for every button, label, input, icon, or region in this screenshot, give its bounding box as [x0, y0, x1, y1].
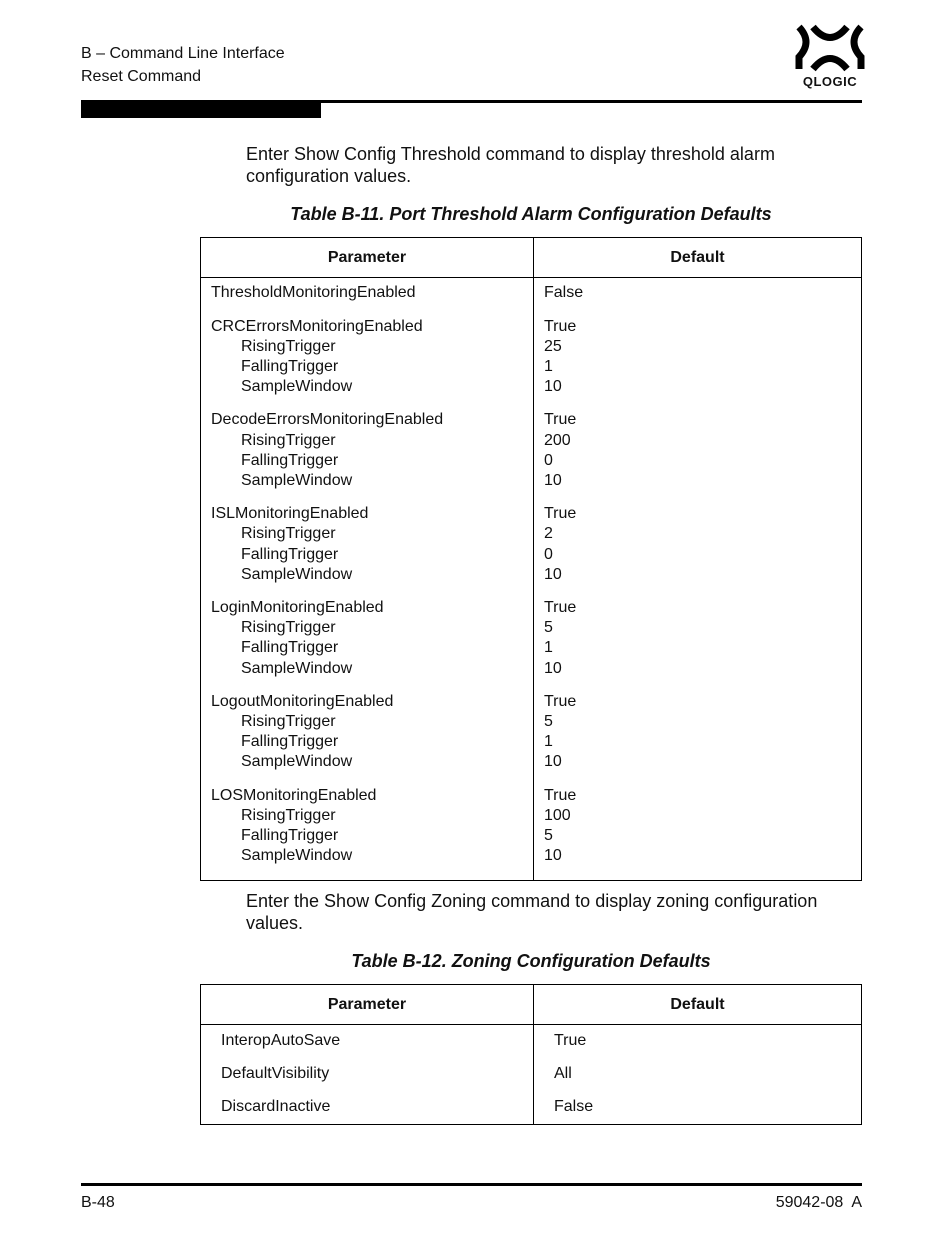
parameter-default: True	[544, 411, 577, 429]
sub-parameter-name: FallingTrigger	[241, 545, 339, 563]
sub-parameter-name: SampleWindow	[241, 659, 353, 677]
sub-parameter-default: 10	[544, 377, 562, 395]
parameter-name: DecodeErrorsMonitoringEnabled	[211, 411, 444, 429]
sub-parameter-default: 0	[544, 451, 553, 469]
parameter-group	[211, 504, 523, 598]
parameter-name: ISLMonitoringEnabled	[211, 505, 369, 523]
qlogic-logo-icon	[795, 24, 865, 72]
sub-parameter-name: RisingTrigger	[241, 337, 336, 355]
sub-parameter-name: SampleWindow	[241, 377, 353, 395]
sub-parameter-default: 200	[544, 431, 571, 449]
sub-parameter-name: FallingTrigger	[241, 639, 339, 657]
sub-parameter-name: RisingTrigger	[241, 713, 336, 731]
table-caption-b12: Table B-12. Zoning Configuration Defaults	[351, 951, 711, 971]
default-group	[544, 278, 851, 317]
default-group	[544, 317, 851, 411]
parameter-group	[211, 598, 523, 692]
footer-rule	[81, 1183, 862, 1186]
default-group	[544, 598, 851, 692]
page-number: B-48	[81, 1194, 115, 1211]
sub-parameter-name: RisingTrigger	[241, 807, 336, 825]
sub-parameter-default: 25	[544, 337, 562, 355]
sub-parameter-default: 5	[544, 619, 553, 637]
sub-parameter-default: 5	[544, 827, 553, 845]
parameter-group	[211, 317, 523, 411]
header-rule-block	[81, 103, 321, 118]
parameter-name: ThresholdMonitoringEnabled	[211, 284, 416, 301]
parameter-name: DefaultVisibility	[221, 1065, 330, 1082]
sub-parameter-default: 10	[544, 471, 562, 489]
parameter-default: True	[544, 693, 577, 711]
default-group	[544, 410, 851, 504]
parameter-default: All	[534, 1058, 862, 1091]
document-id: 59042-08 A	[775, 1194, 862, 1211]
parameter-name: InteropAutoSave	[221, 1032, 341, 1049]
default-column	[534, 278, 862, 881]
sub-parameter-default: 10	[544, 565, 562, 583]
sub-parameter-default: 1	[544, 733, 553, 751]
parameter-name: LogoutMonitoringEnabled	[211, 693, 394, 711]
logo-text: QLOGIC	[802, 74, 858, 89]
sub-parameter-name: SampleWindow	[241, 753, 353, 771]
default-group	[544, 504, 851, 598]
header-section: Reset Command	[81, 68, 202, 85]
sub-parameter-default: 2	[544, 525, 553, 543]
sub-parameter-name: FallingTrigger	[241, 451, 339, 469]
table-header-parameter: Parameter	[201, 985, 534, 1025]
threshold-defaults-table	[200, 237, 862, 881]
sub-parameter-name: FallingTrigger	[241, 733, 339, 751]
intro-paragraph-1: Enter Show Config Threshold command to display threshold alarm configuration values.	[246, 144, 775, 186]
sub-parameter-name: FallingTrigger	[241, 827, 339, 845]
table-row	[201, 1058, 862, 1091]
parameter-default: False	[544, 284, 584, 301]
parameter-group	[211, 278, 523, 317]
sub-parameter-name: SampleWindow	[241, 565, 353, 583]
parameter-group	[211, 786, 523, 880]
parameter-default: True	[544, 599, 577, 617]
sub-parameter-default: 10	[544, 753, 562, 771]
sub-parameter-default: 10	[544, 659, 562, 677]
header-chapter: B – Command Line Interface	[81, 45, 285, 62]
sub-parameter-default: 1	[544, 639, 553, 657]
sub-parameter-name: RisingTrigger	[241, 431, 336, 449]
parameter-name: LoginMonitoringEnabled	[211, 599, 384, 617]
sub-parameter-default: 5	[544, 713, 553, 731]
sub-parameter-name: FallingTrigger	[241, 357, 339, 375]
sub-parameter-name: RisingTrigger	[241, 525, 336, 543]
table-header-parameter: Parameter	[201, 238, 534, 278]
sub-parameter-default: 1	[544, 357, 553, 375]
parameter-name: CRCErrorsMonitoringEnabled	[211, 317, 423, 335]
sub-parameter-default: 100	[544, 807, 571, 825]
parameter-default: True	[534, 1025, 862, 1059]
sub-parameter-default: 10	[544, 847, 562, 865]
table-caption-b11: Table B-11. Port Threshold Alarm Configuration Defaults	[290, 204, 772, 224]
qlogic-logo	[795, 24, 865, 90]
default-group	[544, 786, 851, 880]
parameter-default: True	[544, 505, 577, 523]
parameter-name: DiscardInactive	[221, 1098, 331, 1115]
table-row	[201, 278, 862, 881]
parameter-column	[201, 278, 534, 881]
table-row	[201, 1025, 862, 1059]
default-group	[544, 692, 851, 786]
table-row	[201, 1091, 862, 1125]
table-header-default: Default	[534, 985, 862, 1025]
parameter-default: False	[534, 1091, 862, 1125]
parameter-group	[211, 692, 523, 786]
intro-paragraph-2: Enter the Show Config Zoning command to display zoning configuration values.	[246, 891, 818, 933]
parameter-default: True	[544, 317, 577, 335]
parameter-group	[211, 410, 523, 504]
sub-parameter-default: 0	[544, 545, 553, 563]
zoning-defaults-table	[200, 984, 862, 1125]
sub-parameter-name: SampleWindow	[241, 471, 353, 489]
parameter-default: True	[544, 786, 577, 804]
sub-parameter-name: SampleWindow	[241, 847, 353, 865]
table-header-default: Default	[534, 238, 862, 278]
parameter-name: LOSMonitoringEnabled	[211, 786, 377, 804]
sub-parameter-name: RisingTrigger	[241, 619, 336, 637]
